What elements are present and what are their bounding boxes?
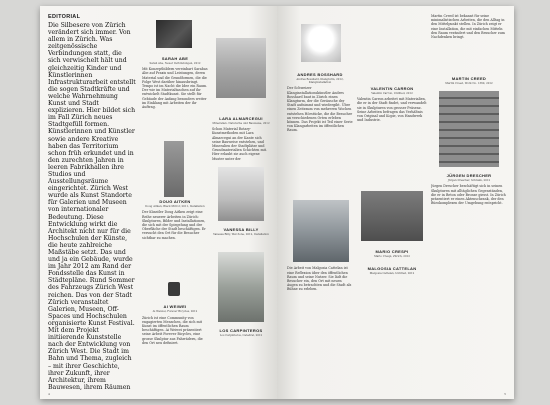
- artist-text: Zürich ist eine Community von engagierten Menschen, die sich mit Kunst im öffentlichen Raum beschäftigen. Ai Weiwei präsentiert seine Arbeit Forever Bicycles, eine grosse Skulptur aus Fahrrädern, die den Ort neu definiert.: [142, 315, 203, 345]
- artist-caption: Sarah Abe, Neuer Verbindungen, 2012: [149, 62, 201, 65]
- artist-name: AI WEIWEI: [163, 304, 187, 310]
- street-image: [293, 200, 349, 262]
- page-number: 5: [504, 392, 506, 396]
- artist-text: Schon Material Rotary-Kunstmethoden mit Lara Almarcegui an der Kante sich seine Bauweise entstehen, und Mineralien der Stadtplätze und Grundmaterialien Schichten mit. Hier erlaubt sie auch eigene Muster unter der: [212, 127, 268, 161]
- los-carpinteros-image: [218, 252, 264, 322]
- right-right-column: [431, 14, 507, 394]
- artist-caption: Malgosia Cattelan, Untitled, 2012: [369, 272, 415, 276]
- magazine-spread: [40, 6, 514, 399]
- left-page: [40, 6, 277, 399]
- artist-name: SARAH ABE: [161, 56, 189, 61]
- artist-name: VALENTIN CARRON: [370, 86, 414, 91]
- artist-name: JÜRGEN DRESCHER: [446, 173, 492, 179]
- artist-caption: Valentin Carron, Untitled, 2012: [371, 92, 413, 95]
- artist-text: Martin Creed ist bekannt für seine minimalistischen Arbeiten, die den Alltag in den Mittelpunkt stellen. In Zürich zeigt er eine Installation, die mit einfachen Mitteln den Raum verändert und den Besucher zum Nachdenken bringt.: [431, 14, 505, 40]
- page-number: 4: [48, 392, 50, 396]
- artist-name: VANESSA BILLY: [223, 227, 259, 233]
- artist-caption: Los Carpinteros, Catedral, 2012: [219, 334, 263, 338]
- artist-text: Valentin Carron arbeitet mit Materialien, die er in der Stadt findet, und verwandelt sie in Skulpturen von grosser Präsenz. Seine Arbeiten befragen das Verhältnis von Original und Kopie, von Handwerk und Industrie.: [357, 97, 427, 123]
- artist-name: LARA ALMARCEGUI: [219, 116, 263, 121]
- artist-caption: Mario Crespi, Zürich, 2012: [374, 255, 410, 259]
- artist-name: LOS CARPINTEROS: [219, 328, 263, 334]
- artist-text: Der Schweizer Klanginstallationskünstler Andres Bosshard baut in Zürich einen Klangturm, der die Geräusche der Stadt aufnimmt und wiedergibt. Über einen Zeitraum von mehreren Wochen entstehen Hörstücke, die die Besucher an verschiedenen Orten erleben können. Das Projekt ist Teil einer Serie von Klangarbeiten im öffentlichen Raum.: [287, 86, 353, 133]
- artist-name: MALGOSIA CATTELAN: [367, 266, 417, 272]
- left-right-column: [212, 14, 270, 394]
- artist-caption: Martin Creed, Work No. 1360, 2012: [445, 82, 493, 85]
- vanessa-billy-image: [218, 167, 264, 221]
- left-middle-column: [142, 14, 208, 394]
- editorial-title: EDITORIAL: [48, 14, 81, 20]
- sarah-abe-image: [156, 20, 192, 48]
- right-middle-column: [357, 14, 427, 394]
- artist-name: DOUG AITKEN: [159, 199, 191, 205]
- artist-name: MARIO CRESPI: [375, 249, 409, 255]
- artist-text: Jürgen Drescher beschäftigt sich in seinen Skulpturen mit alltäglichen Gegenständen, die er in Beton oder Bronze giesst. In Zürich präsentiert er einen Aktenschrank, der den Bürokomplexen der Umgebung entspricht.: [431, 184, 506, 206]
- artist-caption: Mineralien. Naturerbe und Bauweise, 2012: [212, 122, 270, 125]
- artist-caption: Ai Weiwei, Forever Bicycles, 2012: [152, 310, 198, 314]
- right-page: [277, 6, 514, 399]
- artist-text: Die Arbeit von Malgosia Cattelan ist eine Reflexion über den öffentlichen Raum und seine Nutzer. Sie lädt die Besucher ein, den Ort mit neuen Augen zu betrachten und die Stadt als Bühne zu erleben.: [287, 266, 352, 292]
- editorial-column: [48, 14, 136, 390]
- right-left-column: [287, 14, 353, 394]
- artist-caption: Jürgen Drescher, Schrank, 2012: [447, 179, 491, 183]
- andres-bosshard-image: [301, 24, 341, 62]
- ai-weiwei-image: [168, 282, 180, 296]
- mario-crespi-image: [361, 191, 423, 241]
- jurgen-drescher-image: [439, 91, 499, 167]
- artist-text: Mit Konzeptbildern vereinbart Sarabas Abe auf Praxis und Leistungen, deren Material und die Grundformen, die die Folge West darüber hinausbringt. Tempo ist im Nacht die Idee ein Raum. Der wie im Materialtaschen auf ihr entwickelt Stadtkunst. Sie stellt für Gebäude der Anfang besonders weiter im Einklang mit Arbeiten der ihr Auftrag.: [142, 67, 208, 110]
- artist-text: Der Künstler Doug Aitken zeigt eine Reihe neuerer Arbeiten in Zürich: Skulpturen, Bilder und Installationen, die sich mit der Spiegelung und der Oberfläche der Stadt beschäftigen. Er versucht den Ort für die Besucher sichtbar zu machen.: [142, 210, 206, 240]
- lara-almarcegui-image: [216, 38, 266, 98]
- editorial-text: Die Silbesere von Zürich verändert sich immer. Von allem in Zürich. Was zeitgenössische Verbindungen statt, die sich verwischelt hält und gleichzeitig Kinder und Künstlerinnen Infrastrukturarbeit entstellt die sogen Stadtkräfte und welche Wahrnehmung Kunst und Stadt explizieren. Hier bildet sich im Fall Zürich neues Stadtgefüll formen. Künstlerinnen und Künstler sowie andere Kreative haben das Territorium schon früh erkundet und in den zurechten Jahren in leeren Fabrikhallen ihre Studios und Ausstellungsräume eingerichtet. Zürich West wurde als Kunst Standorte für Galerien und Museen von internationaler Bedeutung. Diese Entwicklung wirkt die Architekt nicht nur für die Hochschulen der Künste, die heute zahlreiche Maßstäbe setzt. Das und und ja ein Gebäude, wurde im Jahr 2012 am Rand der Fondsstelle das Kunst in Städtepläne. Rund Sommer des Fahrzeugs Zürich West reichen. Das von der Stadt Zürich veranstaltet Galerien, Museen, Off-Spaces und Hochschulen organisierte Kunst Festival. Mit dem Projekt initiierende Kunststelle nach der Entwicklung von Zürich West. Die Stadt im Bahn und Thema, zugleich – mit ihrer Geschichte, ihrer Zukunft, ihrer Architektur, ihrem Bauwesen, ihrem Räumen: [48, 22, 136, 390]
- artist-name: ANDRES BOSSHARD: [297, 72, 343, 77]
- artist-caption: Andres Bosshard, Klangturm, 2012, Klanginstallation: [296, 78, 344, 85]
- artist-caption: Vanessa Billy, Wet Zone, 2012, Installation: [213, 233, 269, 237]
- doug-aitken-image: [164, 141, 184, 197]
- artist-name: MARTIN CREED: [451, 76, 487, 81]
- artist-caption: Doug Aitken, Black Mirror, 2011, Installation: [145, 205, 205, 209]
